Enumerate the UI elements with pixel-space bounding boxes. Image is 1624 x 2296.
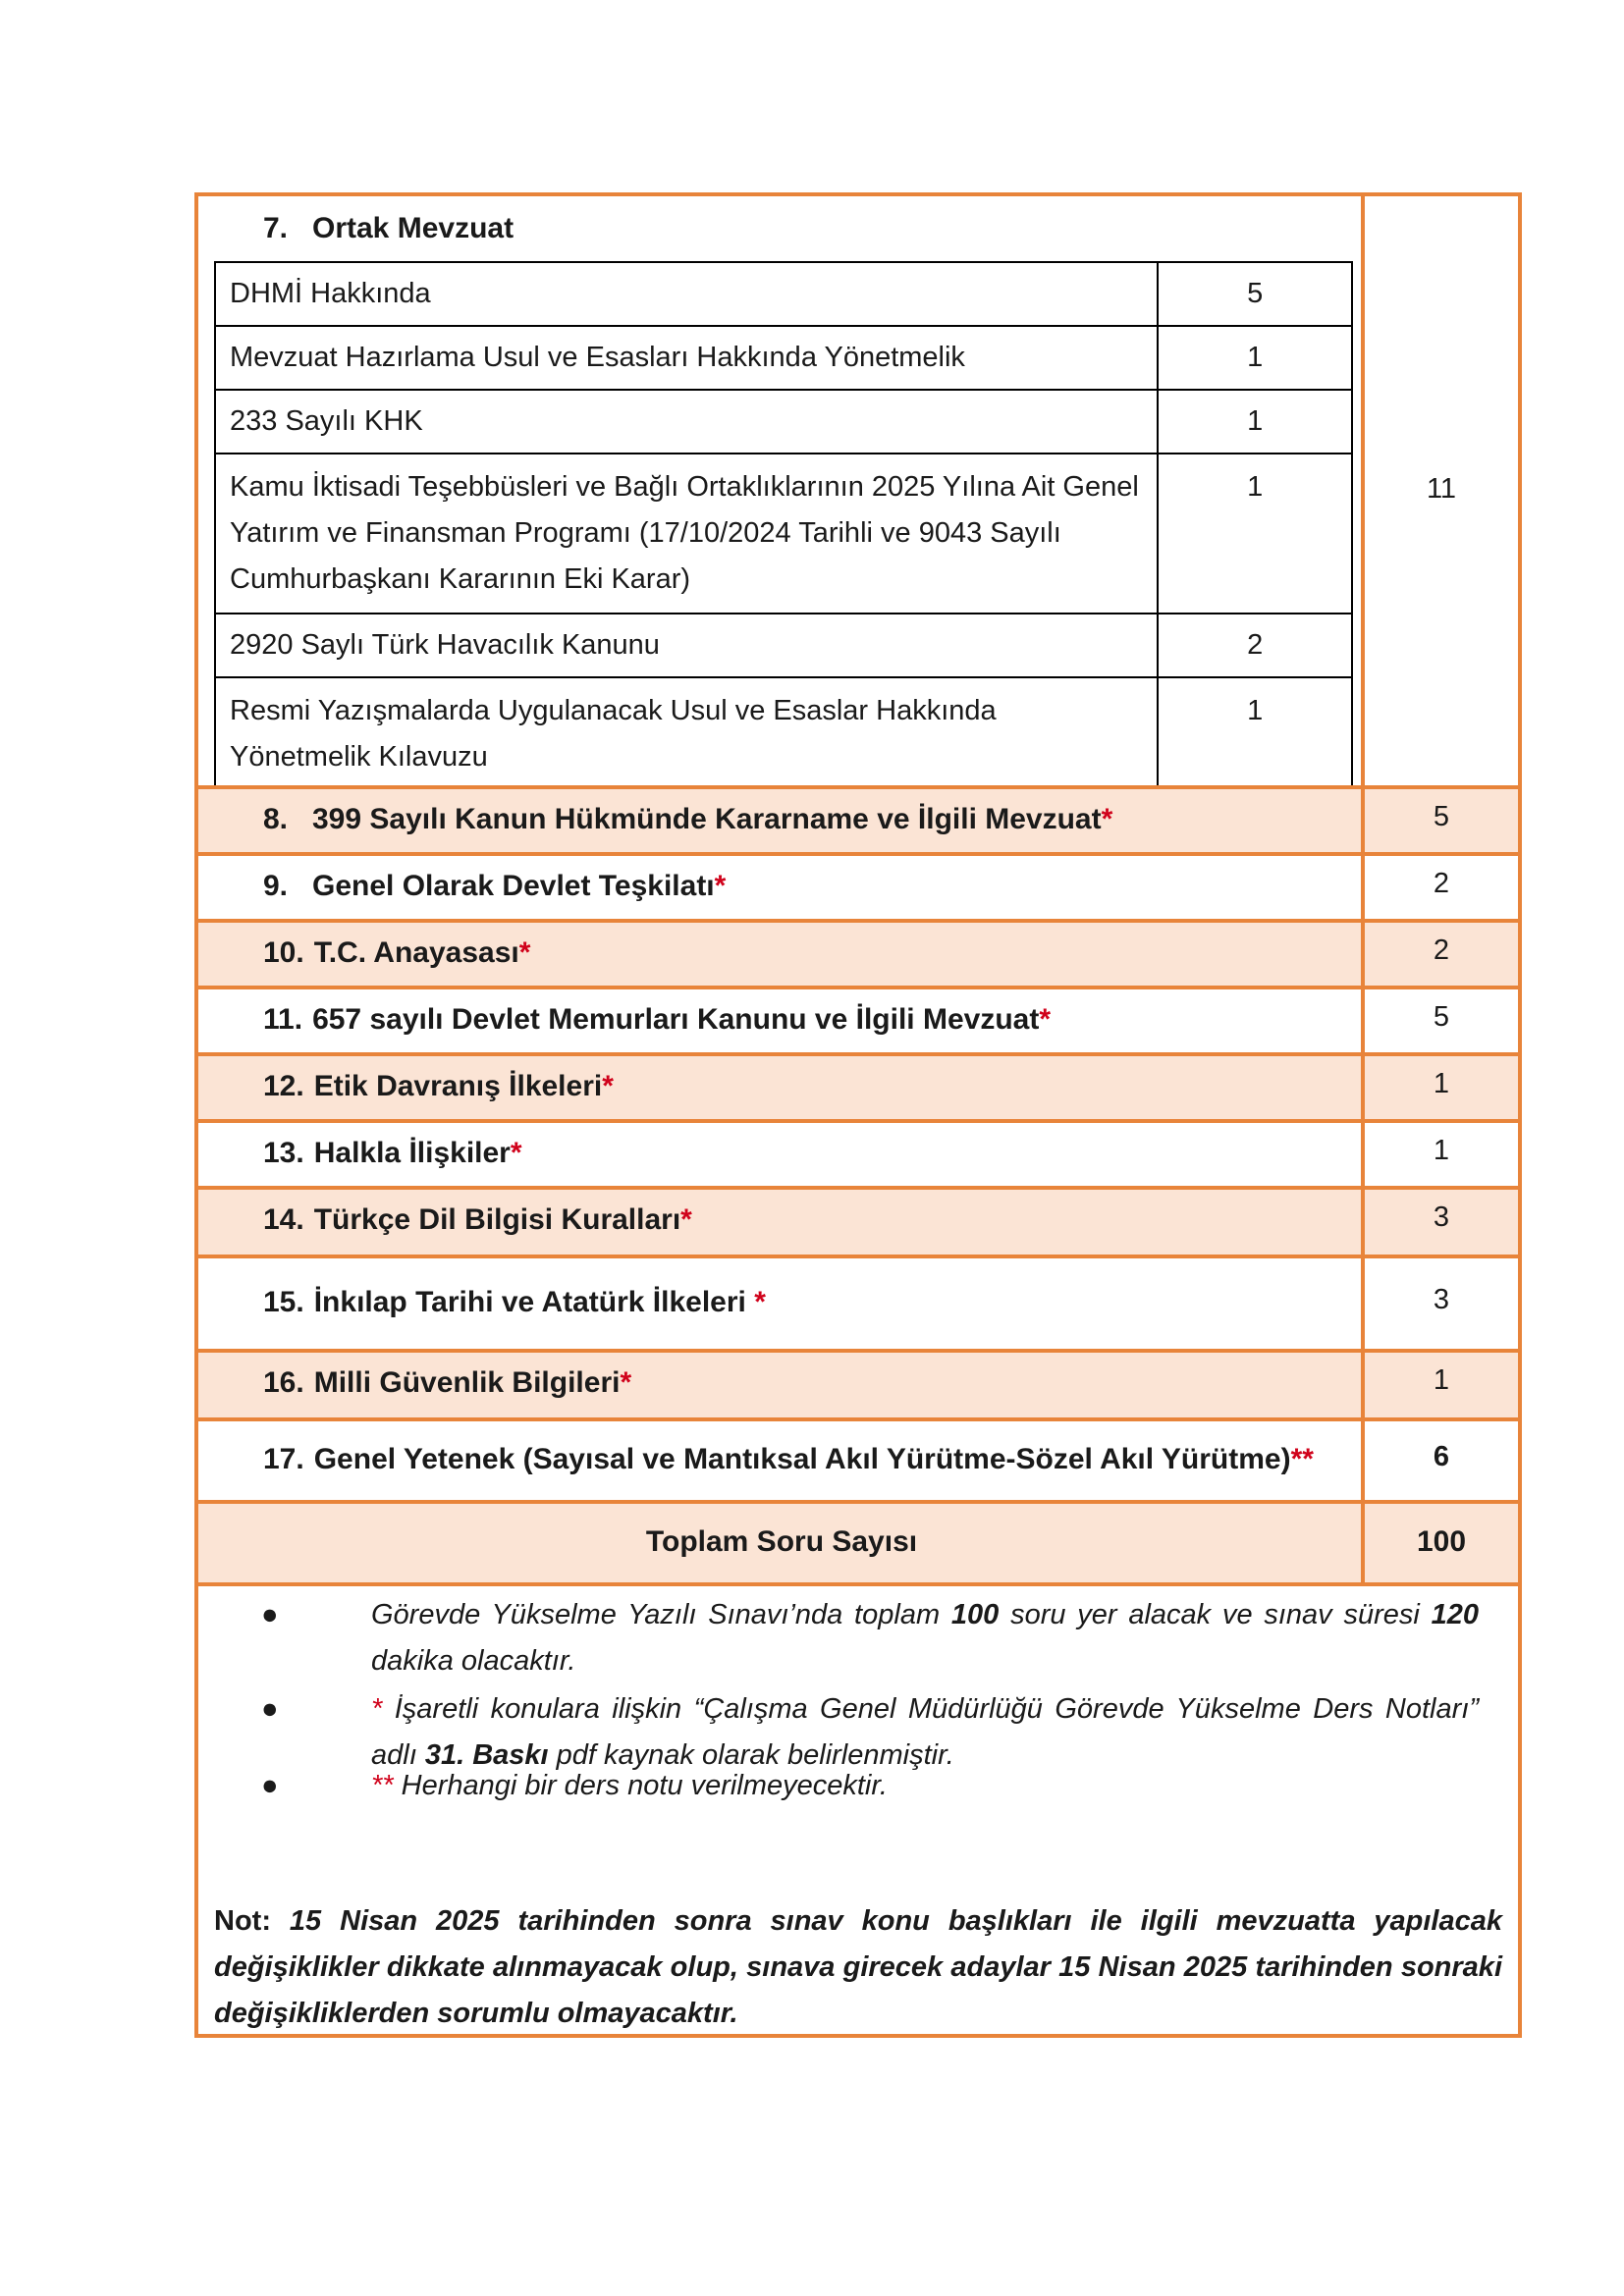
asterisk-mark: * <box>1101 803 1113 835</box>
subtable-item-text: DHMİ Hakkında <box>215 262 1158 326</box>
table-row <box>198 852 1518 919</box>
bullet-icon: ● <box>261 1599 279 1630</box>
row-number: 16. <box>263 1366 304 1399</box>
row-value: 5 <box>1433 801 1450 832</box>
subtable-item-text: Kamu İktisadi Teşebbüsleri ve Bağlı Ortaklıklarının 2025 Yılına Ait Genel Yatırım ve Finansman Programı (17/10/2024 Tarihli ve 9043 Sayılı Cumhurbaşkanı Kararının Eki Karar) <box>215 454 1158 614</box>
bullet-text: Görevde Yükselme Yazılı Sınavı’nda toplam 100 soru yer alacak ve sınav süresi 120 dakika olacaktır. <box>371 1599 1479 1677</box>
table-row <box>198 1417 1518 1500</box>
asterisk-mark: * <box>680 1203 692 1236</box>
row-label <box>263 1366 631 1400</box>
row-title: T.C. Anayasası <box>313 936 519 969</box>
table-row <box>198 1349 1518 1417</box>
section-7-label: Ortak Mevzuat <box>312 212 514 244</box>
section-7-total-cell <box>1365 196 1518 785</box>
row-value: 1 <box>1433 1135 1450 1166</box>
subtable-item-text: 2920 Saylı Türk Havacılık Kanunu <box>215 614 1158 677</box>
total-label: Toplam Soru Sayısı <box>645 1525 918 1558</box>
row-value: 3 <box>1433 1201 1450 1233</box>
exam-topics-table <box>194 192 1522 2038</box>
table-row <box>198 919 1518 986</box>
row-title: Türkçe Dil Bilgisi Kuralları <box>313 1203 681 1236</box>
row-value: 6 <box>1433 1441 1450 1472</box>
bullet-text: * İşaretli konulara ilişkin “Çalışma Genel Müdürlüğü Görevde Yükselme Ders Notları” adlı 31. Baskı pdf kaynak olarak belirlenmiştir. <box>371 1693 1479 1771</box>
notes-section <box>198 1582 1518 2034</box>
table-row <box>215 677 1352 787</box>
row-number: 17. <box>263 1443 304 1475</box>
asterisk-mark: ** <box>1290 1443 1314 1475</box>
asterisk-mark: * <box>1039 1003 1052 1036</box>
row-label <box>263 803 1112 836</box>
row-title: 399 Sayılı Kanun Hükmünde Kararname ve İlgili Mevzuat <box>312 803 1102 835</box>
footnote-text: 15 Nisan 2025 tarihinden sonra sınav konu başlıkları ile ilgili mevzuatta yapılacak değişiklikler dikkate alınmayacak olup, sınava girecek adaylar 15 Nisan 2025 tarihinden sonraki değişikliklerden sorumlu olmayacaktır. <box>214 1905 1502 2029</box>
row-title: Genel Yetenek (Sayısal ve Mantıksal Akıl Yürütme-Sözel Akıl Yürütme) <box>313 1443 1291 1475</box>
row-number: 9. <box>263 870 289 902</box>
asterisk-mark: * <box>620 1366 632 1399</box>
section-7-total: 11 <box>1426 473 1457 505</box>
table-row <box>215 326 1352 390</box>
section-7 <box>198 196 1518 785</box>
row-number: 11. <box>263 1003 303 1036</box>
subtable-item-value: 2 <box>1158 614 1352 677</box>
row-title: İnkılap Tarihi ve Atatürk İlkeleri <box>313 1286 755 1318</box>
subtable-item-text: Resmi Yazışmalarda Uygulanacak Usul ve Esaslar Hakkında Yönetmelik Kılavuzu <box>215 677 1158 787</box>
asterisk-mark: * <box>754 1286 766 1318</box>
bullet-icon: ● <box>261 1693 279 1725</box>
row-number: 8. <box>263 803 289 835</box>
table-row <box>198 1119 1518 1186</box>
asterisk-mark: * <box>518 936 531 969</box>
list-item <box>261 1592 1479 1686</box>
table-row <box>198 1186 1518 1255</box>
subtable-item-value: 1 <box>1158 390 1352 454</box>
section-7-number: 7. <box>263 212 289 244</box>
table-row <box>215 454 1352 614</box>
subtable-item-value: 1 <box>1158 454 1352 614</box>
footnote-label: Not: <box>214 1905 271 1937</box>
row-number: 12. <box>263 1070 304 1102</box>
table-row <box>215 614 1352 677</box>
table-row <box>215 390 1352 454</box>
row-label <box>263 1137 522 1170</box>
row-number: 10. <box>263 936 304 969</box>
row-title: 657 sayılı Devlet Memurları Kanunu ve İlgili Mevzuat <box>312 1003 1040 1036</box>
row-number: 14. <box>263 1203 304 1236</box>
row-value: 1 <box>1433 1364 1450 1396</box>
row-label <box>263 1443 1314 1476</box>
row-value: 5 <box>1433 1001 1450 1033</box>
footnote <box>214 1898 1502 2037</box>
table-row <box>198 986 1518 1052</box>
row-title: Halkla İlişkiler <box>313 1137 511 1169</box>
subtable-item-value: 1 <box>1158 677 1352 787</box>
asterisk-mark: * <box>714 870 727 902</box>
asterisk-mark: * <box>602 1070 614 1102</box>
section-7-title <box>263 212 514 245</box>
row-title: Etik Davranış İlkeleri <box>313 1070 603 1102</box>
row-label <box>263 870 726 903</box>
total-row <box>198 1500 1518 1582</box>
bullet-icon: ● <box>261 1770 279 1801</box>
subtable-item-value: 1 <box>1158 326 1352 390</box>
row-value: 2 <box>1433 868 1450 899</box>
subtable-item-text: 233 Sayılı KHK <box>215 390 1158 454</box>
row-label <box>263 936 530 970</box>
subtable-item-text: Mevzuat Hazırlama Usul ve Esasları Hakkında Yönetmelik <box>215 326 1158 390</box>
row-label <box>263 1070 614 1103</box>
section-7-content <box>198 196 1365 785</box>
table-row <box>198 785 1518 852</box>
table-row <box>215 262 1352 326</box>
row-label <box>263 1203 692 1237</box>
bullet-text: ** Herhangi bir ders notu verilmeyecektir. <box>371 1770 888 1801</box>
asterisk-mark: * <box>510 1137 522 1169</box>
row-number: 15. <box>263 1286 304 1318</box>
row-value: 2 <box>1433 934 1450 966</box>
section-7-subtable <box>214 261 1353 788</box>
row-value: 3 <box>1433 1284 1450 1315</box>
table-row <box>198 1052 1518 1119</box>
row-label <box>263 1286 766 1319</box>
row-number: 13. <box>263 1137 304 1169</box>
row-title: Genel Olarak Devlet Teşkilatı <box>312 870 715 902</box>
row-value: 1 <box>1433 1068 1450 1099</box>
subtable-item-value: 5 <box>1158 262 1352 326</box>
row-label <box>263 1003 1051 1037</box>
total-value: 100 <box>1416 1525 1467 1558</box>
table-row <box>198 1255 1518 1349</box>
row-title: Milli Güvenlik Bilgileri <box>313 1366 621 1399</box>
list-item <box>261 1763 1479 1812</box>
